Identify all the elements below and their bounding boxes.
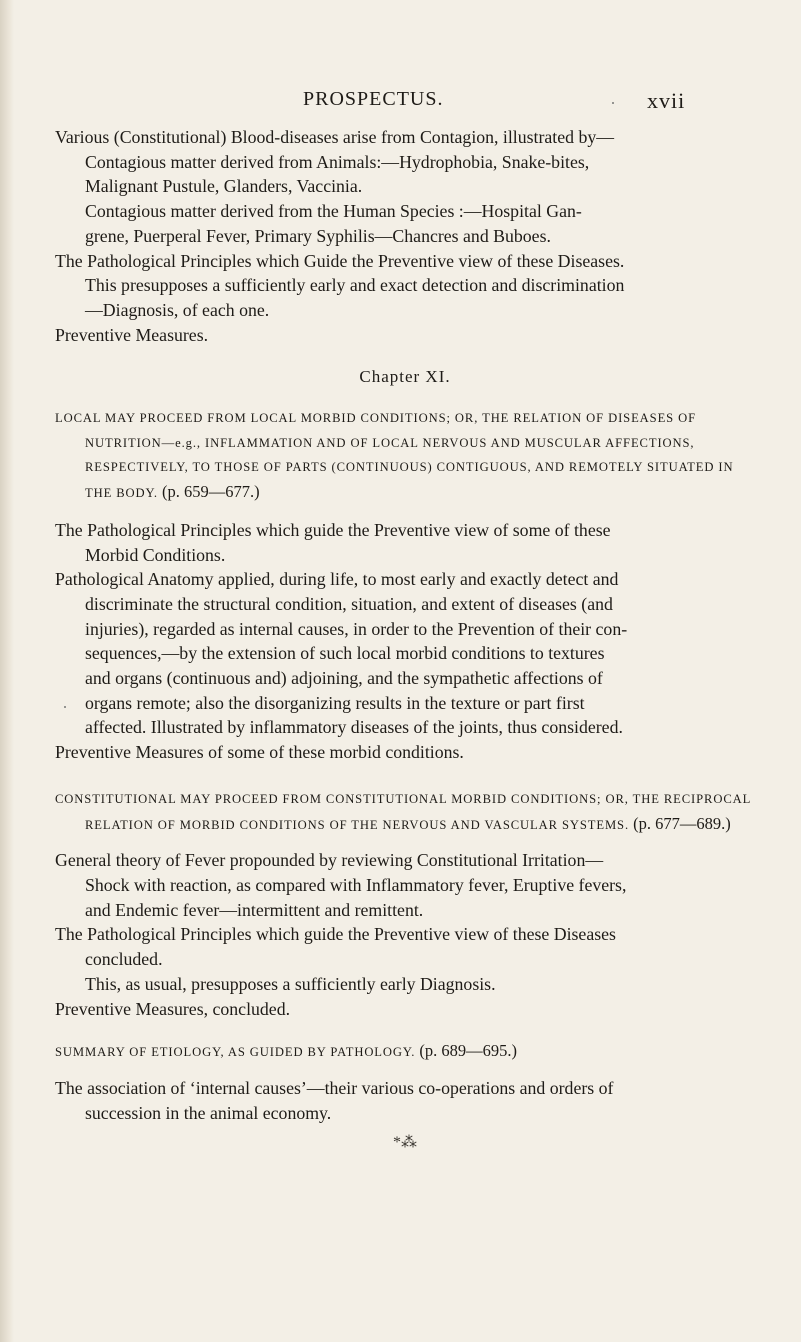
text-line: Contagious matter derived from the Human Species :—Hospital Gan- — [85, 201, 582, 222]
text-line: This presupposes a sufficiently early and exact detection and discrimination — [85, 275, 625, 296]
text-line: sequences,—by the extension of such local morbid conditions to textures — [85, 643, 605, 664]
section-summary-etiology — [55, 1039, 755, 1065]
page-spine-shadow — [0, 0, 14, 1342]
paper-speck — [64, 706, 66, 708]
section-summary-constitutional — [55, 787, 755, 837]
section-summary-text: LOCAL MAY PROCEED FROM LOCAL MORBID CONDITIONS; OR, THE RELATION OF DISEASES OF NUTRITION—e.g., INFLAMMATION AND OF LOCAL NERVOUS AND MUSCULAR AFFECTIONS, RESPECTIVELY, TO THOSE OF PARTS (CONTINUOUS) CONTIGUOUS, AND REMOTELY SITUATED IN THE BODY. — [55, 411, 734, 501]
text-line: Contagious matter derived from Animals:—Hydrophobia, Snake-bites, — [85, 151, 590, 172]
text-line: General theory of Fever propounded by reviewing Constitutional Irritation— — [55, 850, 604, 871]
text-line: succession in the animal economy. — [85, 1102, 332, 1123]
text-line: The Pathological Principles which Guide the Preventive view of these Diseases. — [55, 250, 625, 271]
section-summary-text: CONSTITUTIONAL MAY PROCEED FROM CONSTITUTIONAL MORBID CONDITIONS; OR, THE RECIPROCAL RELATION OF MORBID CONDITIONS OF THE NERVOUS AND VASCULAR SYSTEMS. — [55, 791, 751, 832]
text-line: Shock with reaction, as compared with Inflammatory fever, Eruptive fevers, — [85, 874, 627, 895]
asterism-ornament: *⁂ — [393, 1134, 417, 1152]
section-summary-text: SUMMARY OF ETIOLOGY, AS GUIDED BY PATHOLOGY. — [55, 1045, 416, 1060]
running-head: PROSPECTUS. — [303, 88, 444, 110]
text-line: The Pathological Principles which guide the Preventive view of these Diseases — [55, 924, 616, 945]
text-line: and Endemic fever—intermittent and remittent. — [85, 899, 424, 920]
text-line: Preventive Measures, concluded. — [55, 998, 291, 1019]
text-line: Morbid Conditions. — [85, 544, 226, 565]
text-line: This, as usual, presupposes a sufficiently early Diagnosis. — [85, 973, 496, 994]
block-contagion — [55, 125, 755, 347]
page-reference: (p. 659—677.) — [162, 482, 260, 502]
paper-speck — [612, 102, 614, 104]
section-summary-local — [55, 406, 755, 506]
text-line: —Diagnosis, of each one. — [85, 299, 270, 320]
text-line: The association of ‘internal causes’—their various co-operations and orders of — [55, 1077, 614, 1098]
text-line: affected. Illustrated by inflammatory diseases of the joints, thus considered. — [85, 717, 623, 738]
page-header — [0, 88, 801, 118]
page-reference: (p. 677—689.) — [633, 813, 731, 833]
text-line: discriminate the structural condition, situation, and extent of diseases (and — [85, 593, 613, 614]
text-line: Various (Constitutional) Blood-diseases arise from Contagion, illustrated by— — [55, 127, 615, 147]
text-line: concluded. — [85, 949, 163, 970]
text-line: Pathological Anatomy applied, during life, to most early and exactly detect and — [55, 569, 619, 590]
text-line: The Pathological Principles which guide the Preventive view of some of these — [55, 519, 611, 540]
text-line: Malignant Pustule, Glanders, Vaccinia. — [85, 176, 363, 197]
page-number: xvii — [647, 88, 686, 113]
page-reference: (p. 689—695.) — [419, 1041, 517, 1061]
block-fever — [55, 848, 755, 1021]
chapter-heading: Chapter XI. — [359, 367, 451, 387]
text-line: organs remote; also the disorganizing results in the texture or part first — [85, 692, 585, 713]
text-line: grene, Puerperal Fever, Primary Syphilis—Chancres and Buboes. — [85, 225, 551, 246]
text-line: Preventive Measures. — [55, 324, 209, 345]
block-internal-causes — [55, 1076, 755, 1125]
text-line: Preventive Measures of some of these morbid conditions. — [55, 742, 464, 763]
text-line: and organs (continuous and) adjoining, and the sympathetic affections of — [85, 668, 603, 689]
text-line: injuries), regarded as internal causes, in order to the Prevention of their con- — [85, 618, 628, 639]
prospectus-text — [55, 125, 755, 1156]
block-local-conditions — [55, 518, 755, 765]
